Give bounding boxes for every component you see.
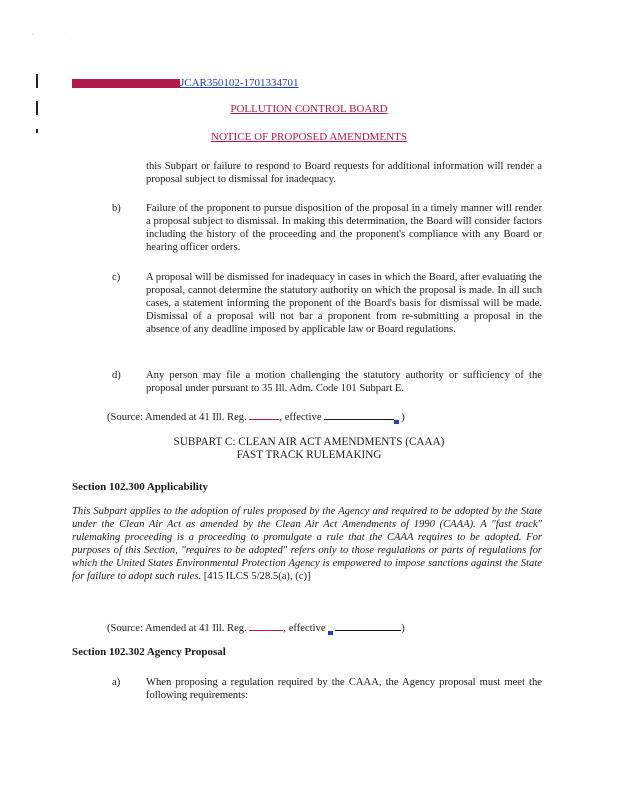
reg-blank[interactable] xyxy=(249,409,279,420)
reg-blank[interactable] xyxy=(249,620,283,631)
effective-blank[interactable] xyxy=(335,620,401,631)
document-id-line xyxy=(72,77,299,90)
edit-mark xyxy=(394,420,399,424)
item-text: A proposal will be dismissed for inadequacy in cases in which the Board, after evaluating the proposal, cannot determine the statutory authority on which the proposal is made. In all such cases, a statement informing the proponent of the Board's basis for dismissal will be made. Dismissal of a proposal will not bar a proponent from re-submitting a proposal in the absence of any deadline imposed by applicable law or Board regulations. xyxy=(146,272,542,335)
document-id[interactable]: JCAR350102-1701334701 xyxy=(180,77,299,89)
item-label: b) xyxy=(112,203,121,214)
item-text: When proposing a regulation required by the CAAA, the Agency proposal must meet the following requirements: xyxy=(146,677,542,701)
effective-blank[interactable] xyxy=(324,409,394,420)
section-text: This Subpart applies to the adoption of rules proposed by the Agency and required to be adopted by the State under the Clean Air Act as amended by the Clean Air Act Amendments of 1990 (CAAA). A "fast track" rulemaking proceeding is a proceeding to promulgate a rule that the CAAA requires to be adopted. For purposes of this Section, "requires to be adopted" refers only to those regulations or parts of regulations for which the United States Environmental Protection Agency is empowered to impose sanctions against the State for failure to adopt such rules. [415 ILCS 5/28.5(a), (c)] xyxy=(72,506,542,582)
section-heading: Section 102.300 Applicability xyxy=(72,481,208,493)
source-note: (Source: Amended at 41 Ill. Reg. , effective ) xyxy=(107,620,405,635)
revision-bar xyxy=(36,74,38,88)
scan-speck: · xyxy=(66,31,68,37)
edit-mark xyxy=(328,631,333,635)
scan-speck: ' xyxy=(32,33,34,39)
redaction-mark xyxy=(72,79,180,88)
item-label: d) xyxy=(112,370,121,381)
item-text: Any person may file a motion challenging the statutory authority or sufficiency of the proposal under pursuant to 35 Ill. Adm. Code 101 Subpart E. xyxy=(146,370,542,394)
subpart-heading: SUBPART C: CLEAN AIR ACT AMENDMENTS (CAAA) FAST TRACK RULEMAKING xyxy=(173,436,445,461)
item-label: a) xyxy=(112,677,121,688)
agency-heading: POLLUTION CONTROL BOARD xyxy=(230,103,388,115)
notice-heading: NOTICE OF PROPOSED AMENDMENTS xyxy=(211,131,407,143)
item-text: Failure of the proponent to pursue disposition of the proposal in a timely manner will render a proposal subject to dismissal. In making this determination, the Board will consider factors including the history of the proceeding and the proponent's compliance with any Board or hearing officer orders. xyxy=(146,203,542,253)
section-heading: Section 102.302 Agency Proposal xyxy=(72,646,226,658)
continued-paragraph: this Subpart or failure to respond to Board requests for additional information will render a proposal subject to dismissal for inadequacy. xyxy=(146,161,542,185)
item-label: c) xyxy=(112,272,121,283)
source-note: (Source: Amended at 41 Ill. Reg. , effective ) xyxy=(107,409,405,424)
